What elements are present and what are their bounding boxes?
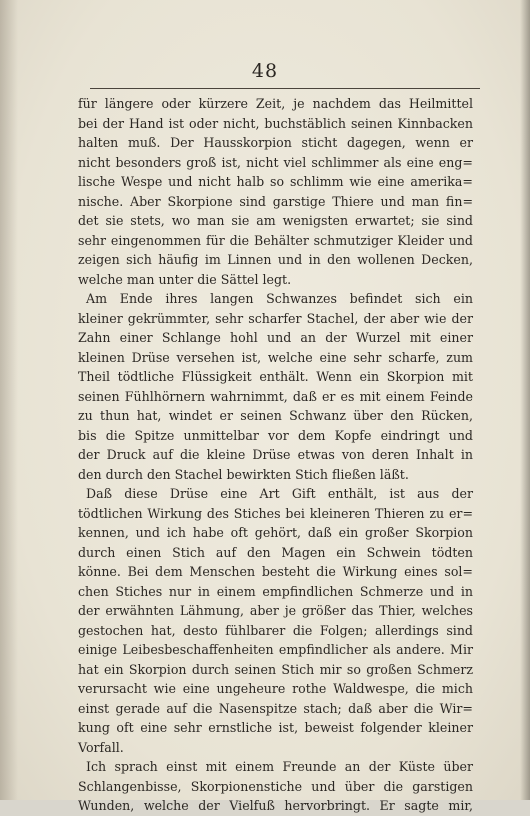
text-line: Zahn einer Schlange hohl und an der Wurzel mit einer bbox=[78, 330, 473, 345]
text-line: der Druck auf die kleine Drüse etwas von deren Inhalt in bbox=[78, 447, 473, 462]
text-line: kennen, und ich habe oft gehört, daß ein großer Skorpion bbox=[78, 525, 473, 540]
text-line: det sie stets, wo man sie am wenigsten erwartet; sie sind bbox=[78, 213, 473, 228]
text-line: Ich sprach einst mit einem Freunde an der Küste über bbox=[86, 759, 473, 774]
text-line: Schlangenbisse, Skorpionenstiche und über die garstigen bbox=[78, 778, 473, 794]
text-line: Vorfall. bbox=[78, 739, 124, 755]
text-line: chen Stiches nur in einem empfindlichen Schmerze und in bbox=[78, 583, 473, 599]
page-edge-shadow bbox=[520, 0, 530, 800]
text-line: lische Wespe und nicht halb so schlimm wie eine amerika= bbox=[78, 174, 473, 189]
text-line: welche man unter die Sättel legt. bbox=[78, 271, 292, 287]
text-line: kleiner gekrümmter, sehr scharfer Stachel, der aber wie der bbox=[78, 310, 473, 326]
text-line: verursacht wie eine ungeheure rothe Waldwespe, die mich bbox=[78, 681, 473, 696]
text-line: nicht besonders groß ist, nicht viel schlimmer als eine eng= bbox=[78, 154, 473, 170]
text-line: könne. Bei dem Menschen besteht die Wirkung eines sol= bbox=[78, 564, 473, 579]
text-line: bis die Spitze unmittelbar vor dem Kopfe eindringt und bbox=[78, 427, 473, 443]
text-line: durch einen Stich auf den Magen ein Schwein tödten bbox=[78, 544, 473, 560]
text-line: Theil tödtliche Flüssigkeit enthält. Wenn ein Skorpion mit bbox=[78, 369, 473, 384]
text-line: bei der Hand ist oder nicht, buchstäblich seinen Kinnbacken bbox=[78, 115, 473, 131]
text-line: gestochen hat, desto fühlbarer die Folgen; allerdings sind bbox=[78, 622, 473, 638]
page-number: 48 bbox=[251, 60, 279, 82]
text-line: nische. Aber Skorpione sind garstige Thiere und man fin= bbox=[78, 193, 473, 209]
text-line: seinen Fühlhörnern wahrnimmt, daß er es mit einem Feinde bbox=[78, 388, 473, 404]
text-line: tödtlichen Wirkung des Stiches bei kleineren Thieren zu er= bbox=[78, 505, 473, 521]
text-line: sehr eingenommen für die Behälter schmutziger Kleider und bbox=[78, 232, 473, 248]
text-line: hat ein Skorpion durch seinen Stich mir so großen Schmerz bbox=[78, 661, 473, 677]
text-line: Daß diese Drüse eine Art Gift enthält, ist aus der bbox=[86, 486, 473, 501]
text-line: zeigen sich häufig im Linnen und in den wollenen Decken, bbox=[78, 252, 473, 267]
text-line: für längere oder kürzere Zeit, je nachdem das Heilmittel bbox=[78, 96, 473, 111]
text-line: Wunden, welche der Vielfuß hervorbringt. Er sagte mir, bbox=[78, 798, 473, 813]
binding-shadow bbox=[0, 0, 18, 800]
text-line: zu thun hat, windet er seinen Schwanz über den Rücken, bbox=[78, 408, 473, 423]
text-line: einige Leibesbeschaffenheiten empfindlicher als andere. Mir bbox=[78, 642, 473, 657]
header-rule bbox=[90, 88, 480, 89]
text-line: den durch den Stachel bewirkten Stich fließen läßt. bbox=[78, 466, 409, 482]
text-line: der erwähnten Lähmung, aber je größer das Thier, welches bbox=[78, 603, 473, 618]
text-line: kung oft eine sehr ernstliche ist, beweist folgender kleiner bbox=[78, 720, 473, 735]
text-line: halten muß. Der Hausskorpion sticht dagegen, wenn er bbox=[78, 135, 473, 150]
text-line: Am Ende ihres langen Schwanzes befindet sich ein bbox=[86, 291, 473, 306]
text-line: kleinen Drüse versehen ist, welche eine sehr scharfe, zum bbox=[78, 349, 473, 365]
text-line: einst gerade auf die Nasenspitze stach; daß aber die Wir= bbox=[78, 700, 473, 716]
body-text bbox=[78, 94, 473, 816]
